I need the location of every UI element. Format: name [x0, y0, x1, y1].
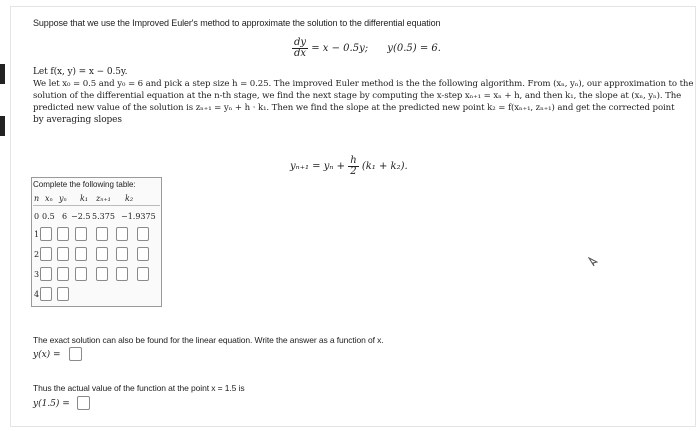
table-row0-x: 0.5	[42, 212, 55, 221]
euler-formula	[290, 156, 408, 177]
table-row0-n: 0	[34, 212, 40, 221]
formula-frac-num: h	[350, 155, 357, 166]
ode-rhs: = x − 0.5y;	[311, 43, 369, 54]
table-input-y1[interactable]	[57, 227, 69, 241]
table-input-k1-3[interactable]	[75, 267, 87, 281]
actual-value-input[interactable]	[77, 396, 90, 410]
ode-derivative-den: dx	[294, 48, 307, 59]
table-input-k1-2[interactable]	[75, 247, 87, 261]
body-line: We let x₀ = 0.5 and y₀ = 6 and pick a step size h = 0.25. The improved Euler method is the the following algorithm. From (xₙ, yₙ), our approximation to the	[33, 79, 694, 89]
table-input-z2[interactable]	[96, 247, 108, 261]
body-line: predicted new value of the solution is zₙ₊₁ = yₙ + h · k₁. Then we find the slope at the predicted new point k₂ = f(xₙ₊₁, zₙ₊₁) and get the corrected point	[33, 103, 675, 113]
table-row0-k1: −2.5	[71, 212, 91, 221]
table-input-k2-3[interactable]	[116, 267, 128, 281]
table-input-z1[interactable]	[96, 227, 108, 241]
formula-left: yₙ₊₁ = yₙ +	[290, 161, 345, 172]
table-header-k2: k₂	[125, 194, 134, 203]
table-input-extra-3[interactable]	[137, 267, 149, 281]
table-header-yn: yₙ	[59, 194, 67, 203]
table-input-k2-2[interactable]	[116, 247, 128, 261]
table-input-x2[interactable]	[40, 247, 52, 261]
table-input-x1[interactable]	[40, 227, 52, 241]
table-input-y3[interactable]	[57, 267, 69, 281]
exact-solution-label: y(x) =	[33, 350, 61, 360]
formula-right: (k₁ + k₂).	[361, 161, 408, 172]
mouse-cursor-icon	[588, 257, 598, 267]
table-row-label: 3	[34, 270, 40, 279]
table-row0-y: 6	[62, 212, 68, 221]
table-row0-z: 5.375	[92, 212, 115, 221]
table-input-k1-1[interactable]	[75, 227, 87, 241]
left-edge-marker	[0, 64, 5, 84]
table-input-z3[interactable]	[96, 267, 108, 281]
table-input-extra-2[interactable]	[137, 247, 149, 261]
intro-text: Suppose that we use the Improved Euler's method to approximate the solution to the differential equation	[33, 18, 441, 28]
table-input-x3[interactable]	[40, 267, 52, 281]
table-caption: Complete the following table:	[33, 180, 136, 189]
actual-value-label: y(1.5) =	[33, 399, 70, 409]
body-line: solution of the differential equation at the n-th stage, we find the next stage by computing the x-step xₙ₊₁ = xₙ + h, and then k₁, the slope at (xₙ, yₙ). The	[33, 91, 682, 101]
ode-derivative-num: dy	[294, 37, 307, 48]
body-line: Let f(x, y) = x − 0.5y.	[33, 67, 128, 77]
left-edge-marker	[0, 116, 5, 136]
table-row-label: 1	[34, 230, 40, 239]
actual-value-text: Thus the actual value of the function at the point x = 1.5 is	[33, 383, 245, 393]
ode-initial-condition: y(0.5) = 6.	[387, 43, 441, 54]
table-row-label: 2	[34, 250, 40, 259]
table-header-k1: k₁	[80, 194, 89, 203]
exact-solution-text: The exact solution can also be found for the linear equation. Write the answer as a function of x.	[33, 335, 384, 345]
table-input-k2-1[interactable]	[116, 227, 128, 241]
table-row0-k2: −1.9375	[121, 212, 156, 221]
ode-equation	[292, 38, 441, 59]
table-row-label: 4	[34, 290, 40, 299]
ode-derivative	[292, 38, 308, 59]
table-input-y4[interactable]	[57, 287, 69, 301]
formula-fraction	[348, 156, 358, 177]
table-header-n: n	[34, 194, 40, 203]
table-header-divider	[33, 205, 160, 206]
table-input-extra-1[interactable]	[137, 227, 149, 241]
exact-solution-input[interactable]	[69, 347, 82, 361]
table-header-zn1: zₙ₊₁	[96, 194, 111, 203]
table-input-y2[interactable]	[57, 247, 69, 261]
body-line: by averaging slopes	[33, 115, 122, 125]
formula-frac-den: 2	[350, 166, 357, 177]
table-input-x4[interactable]	[40, 287, 52, 301]
table-header-xn: xₙ	[45, 194, 53, 203]
